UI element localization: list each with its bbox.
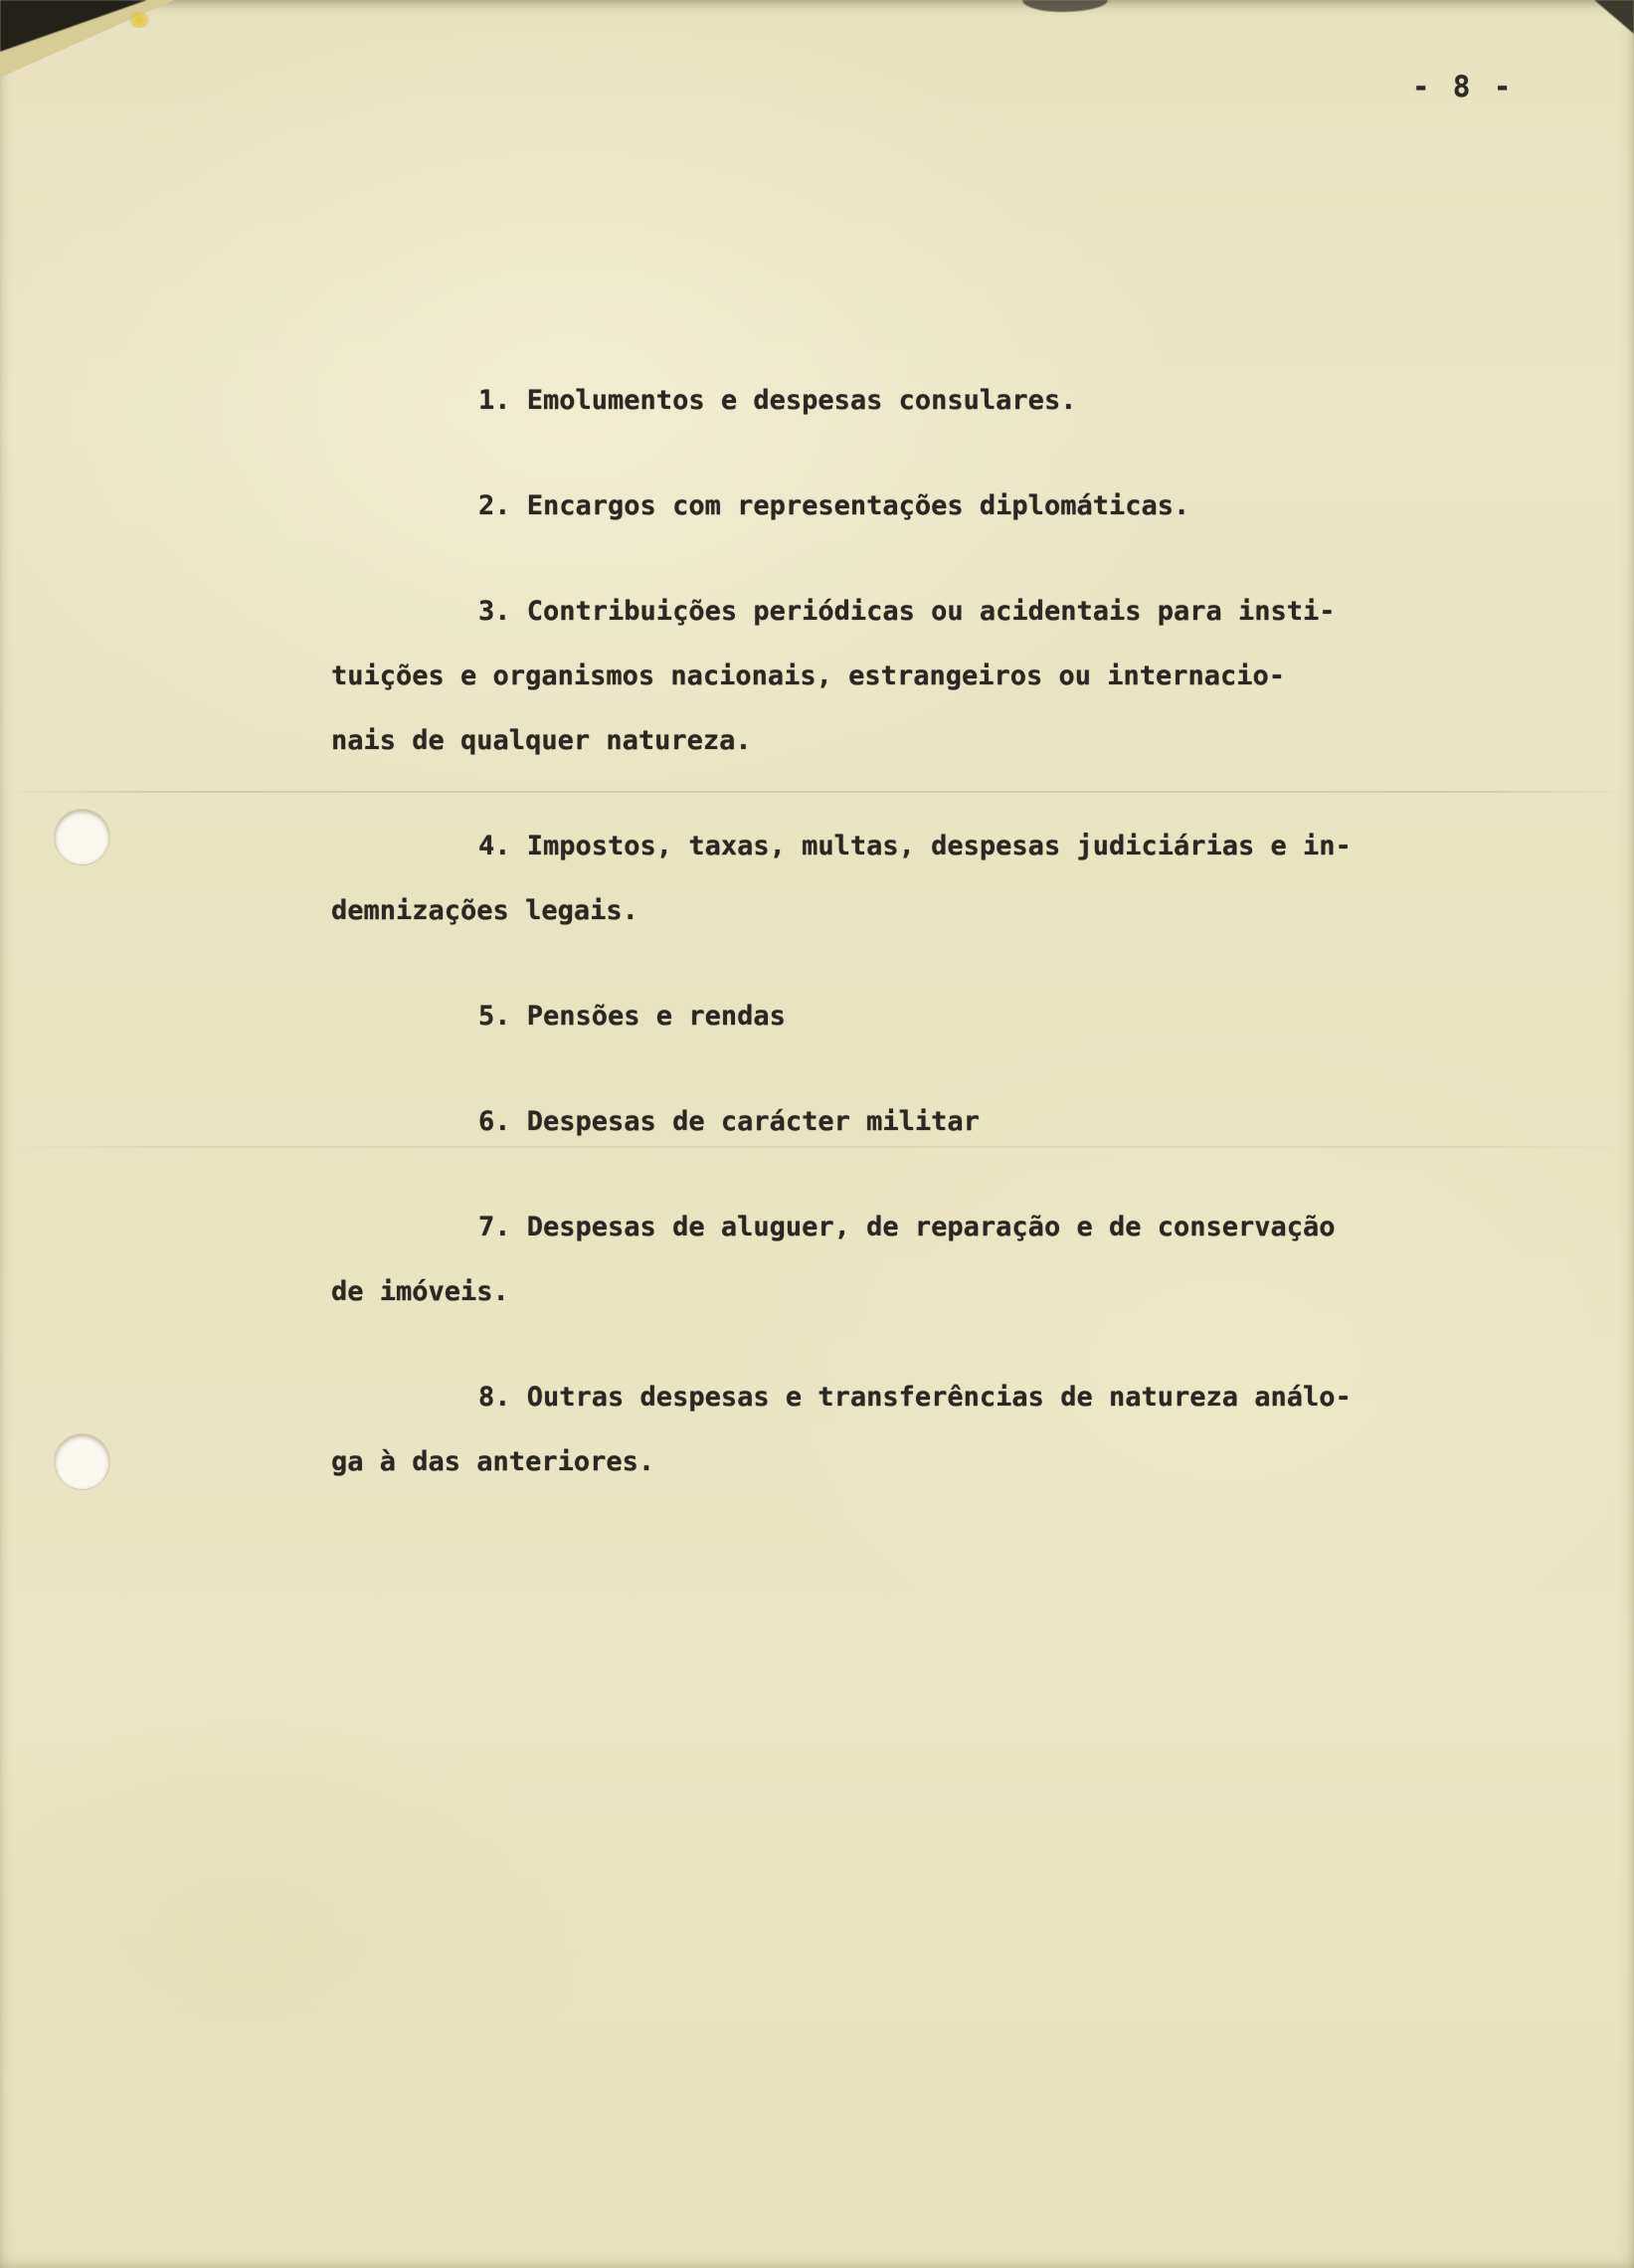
torn-corner-icon xyxy=(0,0,147,52)
document-body xyxy=(331,368,1415,1535)
text-line: 3. Contribuições periódicas ou acidentais para insti- xyxy=(478,596,1336,627)
scan-edge-mark xyxy=(1022,0,1108,12)
text-line: 5. Pensões e rendas xyxy=(478,1001,786,1032)
punch-hole-icon xyxy=(55,810,109,864)
list-item xyxy=(331,473,1415,538)
list-item xyxy=(331,984,1415,1048)
list-item xyxy=(331,368,1415,433)
text-line: 1. Emolumentos e despesas consulares. xyxy=(478,385,1077,416)
list-item xyxy=(331,814,1415,943)
text-line: ga à das anteriores. xyxy=(331,1446,655,1477)
page-number: - 8 - xyxy=(1412,70,1515,103)
text-line: 4. Impostos, taxas, multas, despesas judiciárias e in- xyxy=(478,831,1352,861)
list-item xyxy=(331,1365,1415,1494)
text-line: nais de qualquer natureza. xyxy=(331,725,752,756)
text-line: 2. Encargos com representações diplomáticas. xyxy=(478,490,1190,521)
list-item xyxy=(331,1089,1415,1154)
text-line: 7. Despesas de aluguer, de reparação e de conservação xyxy=(478,1212,1336,1242)
list-item xyxy=(331,579,1415,773)
stain-spot xyxy=(129,12,149,28)
scan-edge-mark xyxy=(1594,0,1634,34)
text-line: de imóveis. xyxy=(331,1276,509,1307)
text-line: 6. Despesas de carácter militar xyxy=(478,1106,980,1137)
punch-hole-icon xyxy=(55,1434,109,1489)
text-line: 8. Outras despesas e transferências de natureza análo- xyxy=(478,1382,1352,1413)
text-line: demnizações legais. xyxy=(331,895,638,926)
text-line: tuições e organismos nacionais, estrangeiros ou internacio- xyxy=(331,661,1286,691)
list-item xyxy=(331,1195,1415,1324)
